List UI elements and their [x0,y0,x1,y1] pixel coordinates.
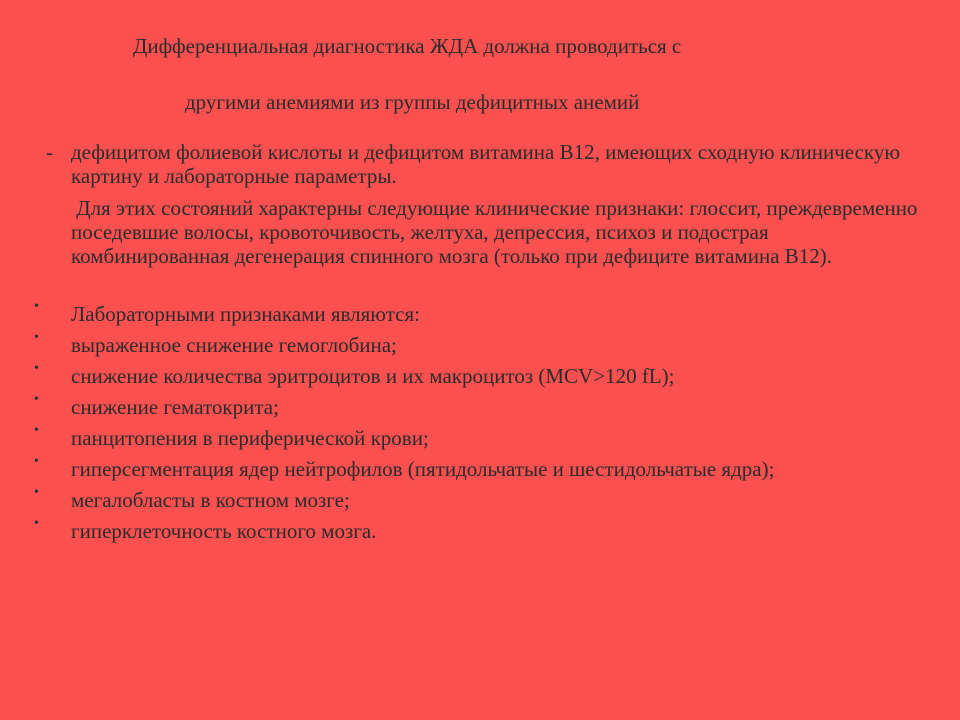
paragraph-deficiency: дефицитом фолиевой кислоты и дефицитом витамина В12, имеющих сходную клиническую картину и лабораторные параметры. [71,140,901,188]
bullet-text: панцитопения в периферической крови; [71,426,429,450]
bullet-item [0,330,931,357]
bullet-text: снижение гематокрита; [71,395,279,419]
bullet-text: мегалобласты в костном мозге; [71,488,350,512]
bullet-text: гиперсегментация ядер нейтрофилов (пятидольчатые и шестидольчатые ядра); [71,457,775,481]
slide-title-line-2: другими анемиями из группы дефицитных анемий [185,90,640,114]
bullet-item [0,423,931,450]
bullet-text: выраженное снижение гемоглобина; [71,333,397,357]
bullet-text: снижение количества эритроцитов и их макроцитоз (MCV>120 fL); [71,364,675,388]
bullet-icon: • [34,423,39,438]
bullet-list [0,299,960,550]
bullet-item [0,392,931,419]
bullet-item [0,485,931,512]
bullet-text: гиперклеточность костного мозга. [71,519,377,543]
bullet-icon: • [34,392,39,407]
bullet-icon: • [34,361,39,376]
slide-title-line-1: Дифференциальная диагностика ЖДА должна проводиться с [133,34,682,58]
bullet-icon: • [34,299,39,314]
bullet-item [0,361,931,388]
dash-marker: - [46,140,53,164]
bullet-text: Лабораторными признаками являются: [71,302,420,326]
bullet-item [0,299,931,326]
paragraph-clinical-signs: Для этих состояний характерны следующие клинические признаки: глоссит, преждевременно поседевшие волосы, кровоточивость, желтуха, депрессия, психоз и подострая комбинированная дегенерация спинного мозга (только при дефиците витамина В12). [71,196,923,268]
bullet-item [0,454,931,481]
bullet-icon: • [34,485,39,500]
bullet-icon: • [34,454,39,469]
bullet-icon: • [34,516,39,531]
bullet-item [0,516,931,543]
bullet-icon: • [34,330,39,345]
